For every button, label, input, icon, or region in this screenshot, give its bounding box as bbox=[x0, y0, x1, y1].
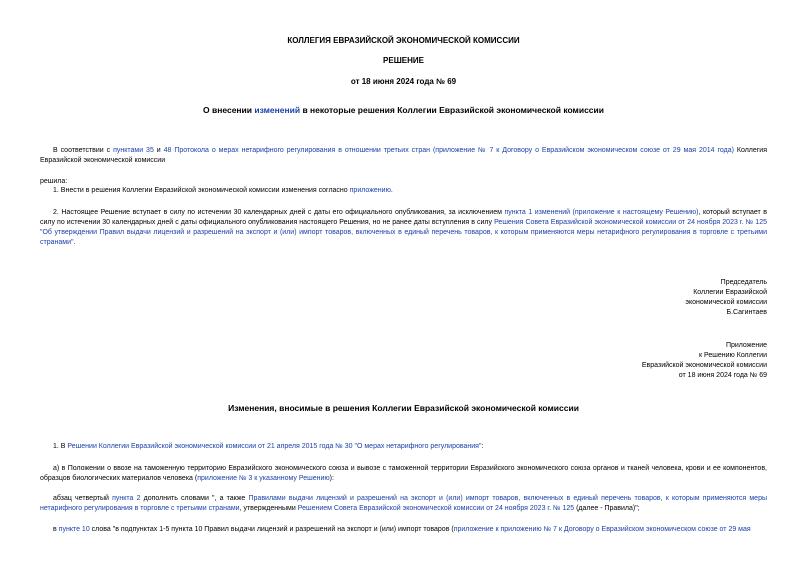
item-1-paragraph: 1. Внести в решения Коллегии Евразийской экономической комиссии изменения согласно приложению. bbox=[53, 187, 393, 194]
item-2-paragraph: 2. Настоящее Решение вступает в силу по истечении 30 календарных дней с даты его официального опубликования, за исключением пункта 1 изменений (приложение к настоящему Решению), который вступает в силу по истечении 30 календарных дней с даты официального опубликования настоящего Решения, но не ранее даты вступления в силу Решения Совета Евразийской экономической комиссии от 24 ноября 2023 г. № 125 "Об утверждении Правил выдачи лицензий и разрешений на экспорт и (или) импорт товаров, включенных в единый перечень товаров, к которым применяются меры нетарифного регулирования в торговле с третьими странами". bbox=[40, 209, 768, 246]
change-1a-paragraph-10: в пункте 10 слова "в подпунктах 1-5 пункта 10 Правил выдачи лицензий и разрешений на экспорт и (или) импорт товаров (приложение к приложению № 7 к Договору о Евразийском экономическом союзе от 29 мая bbox=[53, 526, 751, 533]
appendix-reference-block bbox=[642, 341, 767, 381]
signature-body-cont: экономической комиссии bbox=[685, 299, 767, 306]
change-1-paragraph: 1. В Решении Коллегии Евразийской экономической комиссии от 21 апреля 2015 года № 30 "О мерах нетарифного регулирования": bbox=[53, 443, 484, 450]
change-1a-paragraph-4: абзац четвертый пункта 2 дополнить словами ", а также Правилами выдачи лицензий и разрешений на экспорт и (или) импорт товаров, включенных в единый перечень товаров, к которым применяются меры нетарифного регулирования в торговле с третьими странами, утвержденными Решением Совета Евразийской экономической комиссии от 24 ноября 2023 г. № 125 (далее - Правила)"; bbox=[40, 495, 768, 512]
document-type-heading: РЕШЕНИЕ bbox=[383, 56, 424, 65]
appendix-commission: Евразийской экономической комиссии bbox=[641, 362, 767, 369]
signature-block bbox=[685, 278, 767, 318]
title-text-end: в некоторые решения Коллегии Евразийской экономической комиссии bbox=[300, 105, 604, 115]
council-decision-125-link-2[interactable]: Решением Совета Евразийской экономической комиссии от 24 ноября 2023 г. № 125 bbox=[297, 505, 575, 512]
signature-name: Б.Сагинтаев bbox=[726, 309, 767, 316]
organization-heading: КОЛЛЕГИЯ ЕВРАЗИЙСКОЙ ЭКОНОМИЧЕСКОЙ КОМИССИИ bbox=[287, 36, 520, 45]
treaty-appendix-7-link[interactable]: приложение к приложению № 7 к Договору о Евразийском экономическом союзе от 29 мая bbox=[453, 526, 751, 533]
decision-30-link[interactable]: Решении Коллегии Евразийской экономической комиссии от 21 апреля 2015 года № 30 "О мерах нетарифного регулирования" bbox=[67, 443, 482, 450]
appendix-date: от 18 июня 2024 года № 69 bbox=[678, 372, 767, 379]
change-1a-paragraph: а) в Положении о ввозе на таможенную территорию Евразийского экономического союза и вывозе с таможенной территории Евразийского экономического союза органов и тканей человека, крови и ее компонентов, образцов биологических материалов человека (приложение № 3 к указанному Решению): bbox=[40, 465, 767, 482]
document-title bbox=[0, 105, 807, 115]
council-decision-125-link[interactable]: Решения Совета Евразийской экономической комиссии от 24 ноября 2023 г. № 125 "Об утверждении Правил выдачи лицензий и разрешений на экспорт и (или) импорт товаров, включенных в единый перечень товаров, к которым применяются меры нетарифного регулирования в торговле с третьими странами" bbox=[40, 219, 767, 246]
point-2-link[interactable]: пункта 2 bbox=[112, 495, 141, 502]
signature-position: Председатель bbox=[720, 279, 767, 286]
document-date: от 18 июня 2024 года № 69 bbox=[350, 77, 457, 86]
protocol-48-link[interactable]: 48 Протокола о мерах нетарифного регулирования в отношении третьих стран (приложение № 7 к Договору о Евразийском экономическом союзе от 29 мая 2014 года) bbox=[163, 147, 734, 154]
licensing-rules-link[interactable]: Правилами выдачи лицензий и разрешений на экспорт и (или) импорт товаров, включенных в единый перечень товаров, к которым применяются меры нетарифного регулирования в торговле с третьими странами bbox=[40, 495, 768, 512]
change-item-1-link[interactable]: пункта 1 изменений (приложение к настоящему Решению) bbox=[504, 209, 699, 216]
intro-paragraph: В соответствии с пунктами 35 и 48 Протокола о мерах нетарифного регулирования в отношении третьих стран (приложение № 7 к Договору о Евразийском экономическом союзе от 29 мая 2014 года) Коллегия Евразийской экономической комиссии bbox=[40, 147, 768, 164]
changes-title: Изменения, вносимые в решения Коллегии Евразийской экономической комиссии bbox=[228, 403, 579, 413]
title-changes-link[interactable]: изменений bbox=[254, 105, 301, 115]
appendix-label: Приложение bbox=[725, 342, 767, 349]
appendix-link[interactable]: приложению bbox=[349, 187, 391, 194]
decided-label: решила: bbox=[40, 178, 68, 185]
title-text: О внесении bbox=[203, 105, 255, 115]
point-10-link[interactable]: пункте 10 bbox=[58, 526, 90, 533]
appendix-3-link[interactable]: приложение № 3 к указанному Решению bbox=[197, 475, 330, 482]
article-35-link[interactable]: пунктами 35 bbox=[113, 147, 154, 154]
signature-body: Коллегии Евразийской bbox=[693, 289, 767, 296]
appendix-decision: к Решению Коллегии bbox=[699, 352, 767, 359]
